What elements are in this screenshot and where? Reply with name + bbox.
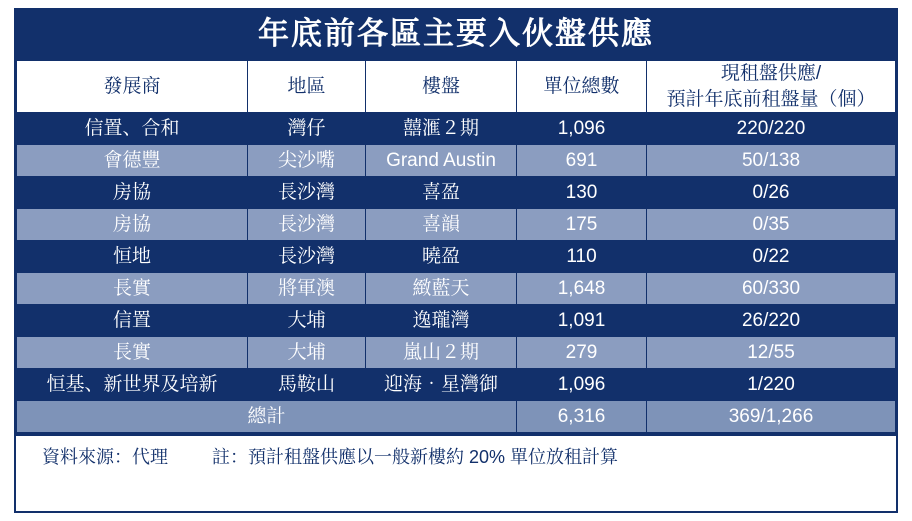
- cell-units: 279: [517, 337, 647, 369]
- cell-rentals: 1/220: [647, 369, 896, 401]
- cell-rentals: 0/22: [647, 241, 896, 273]
- cell-rentals: 50/138: [647, 145, 896, 177]
- column-header-rental-supply-line2: 預計年底前租盤量（個）: [666, 88, 876, 110]
- cell-estate: Grand Austin: [366, 145, 517, 177]
- cell-units: 691: [517, 145, 647, 177]
- column-header-estate: 樓盤: [366, 61, 517, 113]
- cell-rentals: 12/55: [647, 337, 896, 369]
- cell-developer: 恒基、新世界及培新: [17, 369, 248, 401]
- total-units: 6,316: [517, 401, 647, 433]
- table-row: [17, 113, 896, 145]
- cell-developer: 信置: [17, 305, 248, 337]
- cell-estate: 嵐山２期: [366, 337, 517, 369]
- page-title: 年底前各區主要入伙盤供應: [16, 10, 896, 60]
- cell-units: 110: [517, 241, 647, 273]
- cell-estate: 逸瓏灣: [366, 305, 517, 337]
- cell-estate: 迎海‧星灣御: [366, 369, 517, 401]
- cell-estate: 緻藍天: [366, 273, 517, 305]
- cell-district: 長沙灣: [248, 241, 366, 273]
- cell-units: 130: [517, 177, 647, 209]
- table-row: [17, 305, 896, 337]
- column-header-rental-supply: [647, 61, 896, 113]
- cell-developer: 長實: [17, 273, 248, 305]
- column-header-district: 地區: [248, 61, 366, 113]
- cell-district: 馬鞍山: [248, 369, 366, 401]
- cell-district: 將軍澳: [248, 273, 366, 305]
- table-header: [17, 61, 896, 113]
- cell-developer: 房協: [17, 177, 248, 209]
- table-row: [17, 369, 896, 401]
- table-row: [17, 273, 896, 305]
- total-label: 總計: [17, 401, 517, 433]
- table-footnotes: [16, 433, 896, 475]
- cell-estate: 喜盈: [366, 177, 517, 209]
- column-header-developer: 發展商: [17, 61, 248, 113]
- table-row: [17, 177, 896, 209]
- source-note: 資料來源：代理: [42, 447, 168, 468]
- cell-estate: 曉盈: [366, 241, 517, 273]
- cell-developer: 信置、合和: [17, 113, 248, 145]
- cell-district: 長沙灣: [248, 177, 366, 209]
- cell-rentals: 220/220: [647, 113, 896, 145]
- cell-developer: 會德豐: [17, 145, 248, 177]
- cell-rentals: 60/330: [647, 273, 896, 305]
- cell-developer: 恒地: [17, 241, 248, 273]
- cell-district: 大埔: [248, 337, 366, 369]
- cell-units: 1,096: [517, 369, 647, 401]
- cell-district: 長沙灣: [248, 209, 366, 241]
- table-row: [17, 145, 896, 177]
- column-header-total-units: 單位總數: [517, 61, 647, 113]
- cell-district: 大埔: [248, 305, 366, 337]
- cell-developer: 長實: [17, 337, 248, 369]
- cell-units: 1,096: [517, 113, 647, 145]
- table-row: [17, 241, 896, 273]
- cell-district: 灣仔: [248, 113, 366, 145]
- cell-rentals: 0/35: [647, 209, 896, 241]
- header-row: [17, 61, 896, 113]
- total-rentals: 369/1,266: [647, 401, 896, 433]
- cell-developer: 房協: [17, 209, 248, 241]
- cell-units: 1,091: [517, 305, 647, 337]
- cell-rentals: 0/26: [647, 177, 896, 209]
- column-header-rental-supply-line1: 現租盤供應/: [720, 63, 822, 85]
- calculation-note: 註：預計租盤供應以一般新樓約 20% 單位放租計算: [212, 447, 619, 468]
- cell-units: 1,648: [517, 273, 647, 305]
- total-row: [17, 401, 896, 433]
- cell-district: 尖沙嘴: [248, 145, 366, 177]
- cell-rentals: 26/220: [647, 305, 896, 337]
- table-body: [17, 113, 896, 433]
- cell-estate: 喜韻: [366, 209, 517, 241]
- cell-estate: 囍滙２期: [366, 113, 517, 145]
- table-container: [14, 8, 898, 513]
- table-row: [17, 337, 896, 369]
- supply-table: [16, 60, 896, 433]
- cell-units: 175: [517, 209, 647, 241]
- table-row: [17, 209, 896, 241]
